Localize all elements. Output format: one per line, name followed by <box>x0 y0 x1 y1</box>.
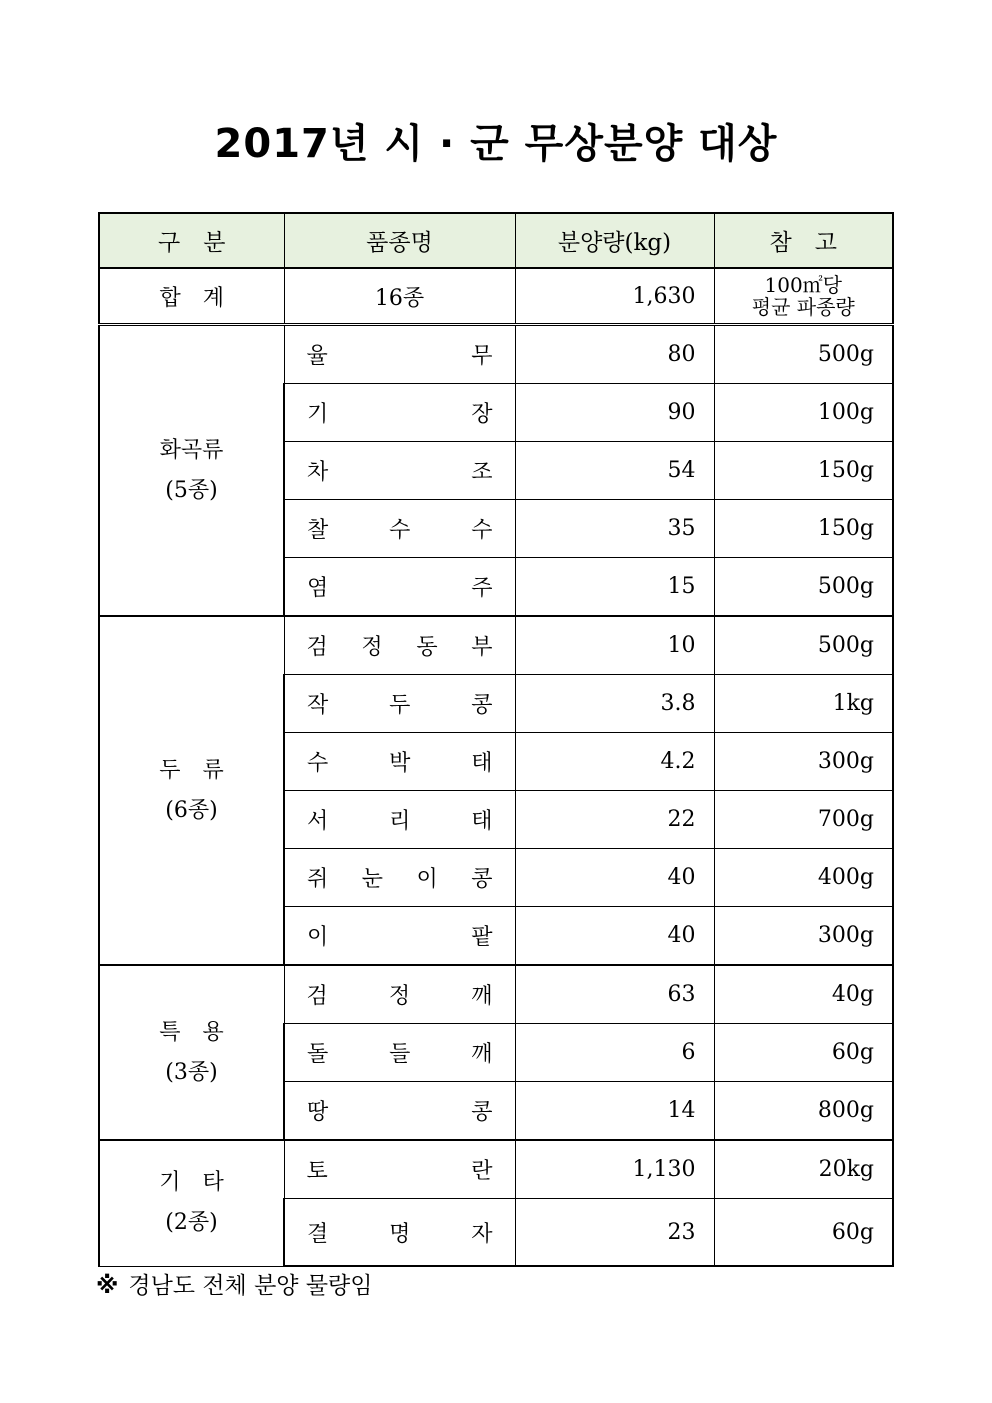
amount-cell: 15 <box>515 558 714 617</box>
variety-char: 토 <box>306 1159 328 1184</box>
variety-char: 검 <box>306 984 328 1009</box>
variety-char: 태 <box>471 751 493 776</box>
variety-char: 정 <box>388 984 411 1009</box>
note-cell: 20kg <box>714 1140 893 1199</box>
variety-name <box>284 1199 515 1267</box>
variety-char: 박 <box>389 751 411 776</box>
variety-char: 찰 <box>307 518 329 543</box>
amount-cell: 4.2 <box>515 733 714 791</box>
note-cell: 150g <box>714 500 893 558</box>
variety-char: 장 <box>471 402 493 427</box>
variety-name <box>284 849 515 907</box>
group-cell <box>99 1140 284 1266</box>
group-count: (6종) <box>165 797 218 823</box>
amount-cell: 10 <box>515 616 714 675</box>
amount-cell: 22 <box>515 791 714 849</box>
note-cell: 150g <box>714 442 893 500</box>
variety-char: 자 <box>471 1221 493 1247</box>
total-label: 합 계 <box>99 268 284 325</box>
group-count: (2종) <box>165 1210 218 1236</box>
variety-name <box>284 907 515 966</box>
group-cell <box>99 616 284 965</box>
total-row <box>99 268 893 325</box>
amount-cell: 14 <box>515 1082 714 1141</box>
variety-char: 콩 <box>471 693 493 718</box>
variety-char: 들 <box>389 1042 411 1067</box>
group-cell <box>99 965 284 1140</box>
variety-char: 차 <box>307 460 329 485</box>
variety-name <box>284 675 515 733</box>
total-amount: 1,630 <box>515 268 714 325</box>
amount-cell: 3.8 <box>515 675 714 733</box>
variety-name <box>284 384 515 442</box>
total-note-line1: 100㎡당 <box>764 273 842 297</box>
variety-char: 무 <box>471 344 493 369</box>
header-category: 구 분 <box>99 213 284 268</box>
note-cell: 500g <box>714 616 893 675</box>
group-name: 화곡류 <box>159 437 224 463</box>
amount-cell: 80 <box>515 325 714 384</box>
note-cell: 300g <box>714 733 893 791</box>
variety-char: 염 <box>307 576 329 601</box>
group-count: (5종) <box>165 477 218 503</box>
header-note: 참 고 <box>714 213 893 268</box>
note-cell: 800g <box>714 1082 893 1141</box>
distribution-table <box>98 212 894 1267</box>
variety-char: 땅 <box>307 1100 329 1125</box>
note-cell: 400g <box>714 849 893 907</box>
variety-name <box>284 791 515 849</box>
variety-name <box>284 733 515 791</box>
variety-char: 정 <box>361 635 383 660</box>
variety-char: 조 <box>471 460 493 485</box>
group-name: 두 류 <box>159 757 224 783</box>
variety-char: 기 <box>307 402 329 427</box>
header-amount: 분양량(kg) <box>515 213 714 268</box>
total-count: 16종 <box>284 268 515 325</box>
variety-char: 율 <box>306 344 328 369</box>
variety-char: 주 <box>471 576 493 601</box>
variety-char: 태 <box>471 809 493 834</box>
variety-char: 콩 <box>471 867 493 892</box>
group-count: (3종) <box>165 1059 218 1085</box>
group-cell <box>99 325 284 617</box>
variety-char: 서 <box>307 809 329 834</box>
variety-char: 두 <box>389 693 411 718</box>
variety-char: 콩 <box>471 1100 493 1125</box>
note-cell: 40g <box>714 965 893 1024</box>
variety-char: 눈 <box>361 867 383 892</box>
note-cell: 1kg <box>714 675 893 733</box>
total-note <box>714 268 893 325</box>
reference-mark-icon: ※ <box>96 1273 119 1299</box>
variety-name <box>284 1024 515 1082</box>
variety-char: 결 <box>307 1221 329 1247</box>
table-row <box>99 965 893 1024</box>
note-cell: 700g <box>714 791 893 849</box>
amount-cell: 23 <box>515 1199 714 1267</box>
header-variety: 품종명 <box>284 213 515 268</box>
group-name: 기 타 <box>159 1170 224 1196</box>
variety-char: 리 <box>389 809 411 834</box>
amount-cell: 90 <box>515 384 714 442</box>
variety-name <box>284 325 515 384</box>
variety-name <box>284 500 515 558</box>
variety-char: 쥐 <box>307 867 329 892</box>
variety-char: 돌 <box>307 1042 329 1067</box>
amount-cell: 63 <box>515 965 714 1024</box>
variety-char: 작 <box>307 693 329 718</box>
variety-char: 이 <box>307 925 329 950</box>
amount-cell: 40 <box>515 907 714 966</box>
variety-char: 깨 <box>471 984 493 1009</box>
group-name: 특 용 <box>159 1019 224 1045</box>
variety-char: 이 <box>416 867 438 892</box>
footnote <box>96 1267 373 1300</box>
table-row <box>99 325 893 384</box>
variety-char: 동 <box>416 635 438 660</box>
variety-name <box>284 965 515 1024</box>
table-row <box>99 1140 893 1199</box>
variety-name <box>284 558 515 617</box>
variety-name <box>284 1082 515 1141</box>
variety-char: 수 <box>307 751 329 776</box>
table-row <box>99 616 893 675</box>
amount-cell: 54 <box>515 442 714 500</box>
variety-char: 깨 <box>471 1042 493 1067</box>
note-cell: 500g <box>714 558 893 617</box>
variety-char: 팥 <box>471 925 493 950</box>
variety-char: 부 <box>471 635 493 660</box>
amount-cell: 35 <box>515 500 714 558</box>
variety-name <box>284 442 515 500</box>
variety-char: 란 <box>471 1159 493 1184</box>
amount-cell: 6 <box>515 1024 714 1082</box>
variety-char: 명 <box>389 1221 411 1247</box>
amount-cell: 1,130 <box>515 1140 714 1199</box>
variety-char: 검 <box>306 635 328 660</box>
footnote-text: 경남도 전체 분양 물량임 <box>128 1273 373 1299</box>
variety-char: 수 <box>389 518 411 543</box>
variety-name <box>284 1140 515 1199</box>
header-row <box>99 213 893 268</box>
note-cell: 60g <box>714 1024 893 1082</box>
page-title: 2017년 시 · 군 무상분양 대상 <box>214 121 778 167</box>
note-cell: 60g <box>714 1199 893 1267</box>
total-note-line2: 평균 파종량 <box>751 295 855 319</box>
amount-cell: 40 <box>515 849 714 907</box>
note-cell: 100g <box>714 384 893 442</box>
note-cell: 300g <box>714 907 893 966</box>
note-cell: 500g <box>714 325 893 384</box>
variety-name <box>284 616 515 675</box>
variety-char: 수 <box>471 518 493 543</box>
